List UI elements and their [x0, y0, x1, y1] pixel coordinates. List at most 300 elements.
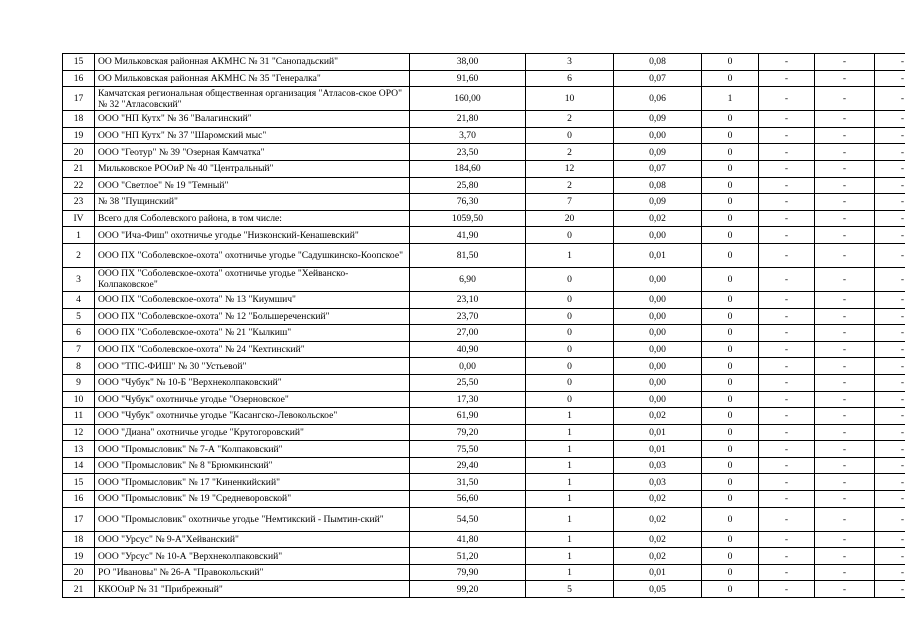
cell-value-3: - — [815, 111, 875, 128]
cell-density: 0,02 — [614, 210, 702, 227]
cell-density: 0,07 — [614, 160, 702, 177]
cell-organization: Всего для Соболевского района, в том числе: — [95, 210, 410, 227]
cell-count: 0 — [526, 127, 614, 144]
cell-organization: ООО "Промысловик" № 7-А "Колпаковский" — [95, 441, 410, 458]
cell-value-4: - — [875, 54, 905, 71]
cell-number: 1 — [63, 227, 95, 244]
cell-number: 13 — [63, 441, 95, 458]
table-row — [63, 291, 905, 308]
cell-value-1: 0 — [702, 144, 759, 161]
cell-area: 1059,50 — [410, 210, 526, 227]
table-row — [63, 457, 905, 474]
cell-value-1: 0 — [702, 267, 759, 291]
cell-value-3: - — [815, 391, 875, 408]
cell-organization: ООО "НП Кутх" № 36 "Валагинский" — [95, 111, 410, 128]
cell-value-4: - — [875, 267, 905, 291]
table-row — [63, 325, 905, 342]
cell-value-2: - — [759, 194, 815, 211]
table-row — [63, 87, 905, 111]
cell-count: 6 — [526, 70, 614, 87]
cell-value-4: - — [875, 111, 905, 128]
cell-value-2: - — [759, 308, 815, 325]
cell-value-3: - — [815, 474, 875, 491]
cell-number: 15 — [63, 54, 95, 71]
cell-value-3: - — [815, 507, 875, 531]
cell-value-3: - — [815, 548, 875, 565]
cell-organization: ООО "Промысловик" охотничье угодье "Немтикский - Пымтин-ский" — [95, 507, 410, 531]
cell-value-4: - — [875, 291, 905, 308]
cell-value-3: - — [815, 144, 875, 161]
cell-value-4: - — [875, 144, 905, 161]
cell-area: 81,50 — [410, 243, 526, 267]
cell-area: 38,00 — [410, 54, 526, 71]
cell-value-4: - — [875, 358, 905, 375]
table-row — [63, 408, 905, 425]
cell-organization: ОО Мильковская районная АКМНС № 35 "Генералка" — [95, 70, 410, 87]
cell-density: 0,00 — [614, 391, 702, 408]
cell-value-1: 0 — [702, 194, 759, 211]
cell-area: 3,70 — [410, 127, 526, 144]
cell-value-2: - — [759, 531, 815, 548]
table-row — [63, 358, 905, 375]
cell-organization: ООО ПХ "Соболевское-охота" № 13 "Киумшич" — [95, 291, 410, 308]
cell-area: 41,90 — [410, 227, 526, 244]
table-row — [63, 210, 905, 227]
cell-density: 0,03 — [614, 474, 702, 491]
cell-value-1: 0 — [702, 531, 759, 548]
cell-count: 0 — [526, 374, 614, 391]
cell-value-2: - — [759, 441, 815, 458]
table-row — [63, 127, 905, 144]
cell-number: 7 — [63, 341, 95, 358]
cell-number: 23 — [63, 194, 95, 211]
cell-value-1: 0 — [702, 341, 759, 358]
cell-density: 0,00 — [614, 374, 702, 391]
cell-value-2: - — [759, 424, 815, 441]
cell-value-2: - — [759, 177, 815, 194]
cell-organization: ООО "НП Кутх" № 37 "Шаромский мыс" — [95, 127, 410, 144]
table-row — [63, 177, 905, 194]
cell-count: 7 — [526, 194, 614, 211]
cell-value-2: - — [759, 70, 815, 87]
cell-value-3: - — [815, 457, 875, 474]
cell-count: 0 — [526, 358, 614, 375]
cell-value-3: - — [815, 54, 875, 71]
table-row — [63, 308, 905, 325]
cell-number: 17 — [63, 87, 95, 111]
cell-value-4: - — [875, 548, 905, 565]
cell-organization: ООО "Промысловик" № 8 "Брюмкинский" — [95, 457, 410, 474]
cell-count: 1 — [526, 457, 614, 474]
cell-value-3: - — [815, 374, 875, 391]
table-row — [63, 441, 905, 458]
cell-value-1: 0 — [702, 474, 759, 491]
cell-value-1: 1 — [702, 87, 759, 111]
cell-value-2: - — [759, 210, 815, 227]
cell-number: 16 — [63, 491, 95, 508]
cell-count: 1 — [526, 408, 614, 425]
cell-number: 15 — [63, 474, 95, 491]
table-row — [63, 491, 905, 508]
cell-organization: ККООиР № 31 "Прибрежный" — [95, 581, 410, 598]
cell-number: 3 — [63, 267, 95, 291]
cell-value-2: - — [759, 391, 815, 408]
cell-value-3: - — [815, 341, 875, 358]
cell-value-4: - — [875, 177, 905, 194]
cell-value-4: - — [875, 424, 905, 441]
cell-density: 0,03 — [614, 457, 702, 474]
cell-organization: ООО ПХ "Соболевское-охота" охотничье угодье "Садушкинско-Коопское" — [95, 243, 410, 267]
cell-count: 1 — [526, 243, 614, 267]
cell-value-2: - — [759, 358, 815, 375]
cell-value-3: - — [815, 308, 875, 325]
cell-value-3: - — [815, 160, 875, 177]
cell-value-2: - — [759, 111, 815, 128]
cell-density: 0,01 — [614, 424, 702, 441]
cell-organization: ООО "Светлое" № 19 "Темный" — [95, 177, 410, 194]
cell-number: 19 — [63, 127, 95, 144]
cell-density: 0,02 — [614, 531, 702, 548]
cell-value-1: 0 — [702, 507, 759, 531]
cell-value-4: - — [875, 160, 905, 177]
cell-density: 0,00 — [614, 308, 702, 325]
table-row — [63, 374, 905, 391]
cell-value-4: - — [875, 87, 905, 111]
cell-organization: ООО "Урсус" № 9-А"Хейванский" — [95, 531, 410, 548]
cell-value-3: - — [815, 127, 875, 144]
cell-organization: ООО ПХ "Соболевское-охота" № 24 "Кехтинский" — [95, 341, 410, 358]
cell-count: 1 — [526, 507, 614, 531]
cell-density: 0,00 — [614, 127, 702, 144]
cell-density: 0,01 — [614, 564, 702, 581]
table-row — [63, 267, 905, 291]
cell-organization: ООО "Ича-Фиш" охотничье угодье "Низконский-Кенашевский" — [95, 227, 410, 244]
cell-value-4: - — [875, 341, 905, 358]
cell-area: 23,70 — [410, 308, 526, 325]
cell-number: 10 — [63, 391, 95, 408]
cell-area: 75,50 — [410, 441, 526, 458]
cell-organization: ОО Мильковская районная АКМНС № 31 "Санопадьский" — [95, 54, 410, 71]
cell-value-4: - — [875, 581, 905, 598]
cell-area: 61,90 — [410, 408, 526, 425]
cell-number: IV — [63, 210, 95, 227]
cell-organization: ООО "Промысловик" № 19 "Средневоровской" — [95, 491, 410, 508]
cell-count: 1 — [526, 564, 614, 581]
cell-organization: ООО ПХ "Соболевское-охота" № 21 "Кылкиш" — [95, 325, 410, 342]
cell-density: 0,08 — [614, 54, 702, 71]
cell-value-2: - — [759, 267, 815, 291]
cell-value-2: - — [759, 325, 815, 342]
cell-count: 0 — [526, 267, 614, 291]
cell-value-4: - — [875, 308, 905, 325]
cell-organization: Мильковское РООиР № 40 "Центральный" — [95, 160, 410, 177]
cell-value-4: - — [875, 491, 905, 508]
cell-density: 0,02 — [614, 408, 702, 425]
cell-number: 2 — [63, 243, 95, 267]
cell-value-4: - — [875, 374, 905, 391]
cell-value-4: - — [875, 507, 905, 531]
table-row — [63, 581, 905, 598]
cell-area: 184,60 — [410, 160, 526, 177]
table-row — [63, 548, 905, 565]
cell-density: 0,09 — [614, 111, 702, 128]
cell-count: 1 — [526, 424, 614, 441]
cell-count: 5 — [526, 581, 614, 598]
table-row — [63, 507, 905, 531]
cell-count: 2 — [526, 111, 614, 128]
cell-organization: ООО "Урсус" № 10-А "Верхнеколпаковский" — [95, 548, 410, 565]
cell-value-1: 0 — [702, 308, 759, 325]
cell-value-3: - — [815, 243, 875, 267]
cell-value-3: - — [815, 581, 875, 598]
cell-number: 18 — [63, 531, 95, 548]
cell-count: 2 — [526, 177, 614, 194]
cell-value-1: 0 — [702, 160, 759, 177]
cell-value-3: - — [815, 227, 875, 244]
table-row — [63, 227, 905, 244]
cell-count: 1 — [526, 441, 614, 458]
cell-density: 0,02 — [614, 548, 702, 565]
cell-value-1: 0 — [702, 374, 759, 391]
cell-organization: ООО "Чубук" № 10-Б "Верхнеколпаковский" — [95, 374, 410, 391]
hunting-grounds-table — [62, 53, 905, 598]
cell-value-2: - — [759, 564, 815, 581]
cell-value-4: - — [875, 441, 905, 458]
cell-number: 16 — [63, 70, 95, 87]
cell-value-2: - — [759, 227, 815, 244]
cell-count: 20 — [526, 210, 614, 227]
cell-area: 76,30 — [410, 194, 526, 211]
cell-area: 29,40 — [410, 457, 526, 474]
cell-value-4: - — [875, 391, 905, 408]
cell-count: 1 — [526, 531, 614, 548]
cell-number: 21 — [63, 581, 95, 598]
table-row — [63, 531, 905, 548]
cell-value-1: 0 — [702, 291, 759, 308]
cell-value-3: - — [815, 424, 875, 441]
cell-area: 40,90 — [410, 341, 526, 358]
cell-value-1: 0 — [702, 581, 759, 598]
cell-value-4: - — [875, 194, 905, 211]
cell-organization: ООО "Чубук" охотничье угодье "Озерновское" — [95, 391, 410, 408]
cell-area: 160,00 — [410, 87, 526, 111]
cell-count: 1 — [526, 548, 614, 565]
cell-value-2: - — [759, 548, 815, 565]
cell-area: 6,90 — [410, 267, 526, 291]
cell-value-2: - — [759, 408, 815, 425]
cell-value-1: 0 — [702, 457, 759, 474]
cell-value-4: - — [875, 564, 905, 581]
cell-number: 8 — [63, 358, 95, 375]
table-row — [63, 341, 905, 358]
cell-value-1: 0 — [702, 227, 759, 244]
cell-value-4: - — [875, 127, 905, 144]
document-page — [62, 53, 905, 598]
cell-value-4: - — [875, 227, 905, 244]
cell-area: 21,80 — [410, 111, 526, 128]
cell-count: 1 — [526, 491, 614, 508]
cell-value-3: - — [815, 291, 875, 308]
cell-organization: РО "Ивановы" № 26-А "Правокольский" — [95, 564, 410, 581]
table-row — [63, 391, 905, 408]
cell-organization: ООО "Геотур" № 39 "Озерная Камчатка" — [95, 144, 410, 161]
cell-number: 5 — [63, 308, 95, 325]
cell-density: 0,00 — [614, 291, 702, 308]
table-row — [63, 144, 905, 161]
cell-organization: ООО "Чубук" охотничье угодье "Касангско-Левокольское" — [95, 408, 410, 425]
cell-value-3: - — [815, 531, 875, 548]
table-row — [63, 194, 905, 211]
cell-value-4: - — [875, 408, 905, 425]
cell-density: 0,09 — [614, 194, 702, 211]
cell-value-1: 0 — [702, 424, 759, 441]
cell-number: 20 — [63, 564, 95, 581]
cell-value-1: 0 — [702, 391, 759, 408]
cell-area: 79,20 — [410, 424, 526, 441]
table-body — [63, 54, 905, 598]
table-row — [63, 564, 905, 581]
cell-area: 31,50 — [410, 474, 526, 491]
cell-area: 27,00 — [410, 325, 526, 342]
cell-value-3: - — [815, 210, 875, 227]
cell-value-2: - — [759, 144, 815, 161]
cell-value-4: - — [875, 210, 905, 227]
cell-count: 0 — [526, 325, 614, 342]
cell-density: 0,01 — [614, 441, 702, 458]
cell-value-2: - — [759, 374, 815, 391]
cell-value-4: - — [875, 457, 905, 474]
cell-density: 0,05 — [614, 581, 702, 598]
cell-count: 0 — [526, 227, 614, 244]
cell-density: 0,09 — [614, 144, 702, 161]
cell-count: 0 — [526, 391, 614, 408]
cell-density: 0,02 — [614, 507, 702, 531]
cell-value-1: 0 — [702, 70, 759, 87]
table-row — [63, 474, 905, 491]
cell-organization: ООО ПХ "Соболевское-охота" охотничье угодье "Хейванско-Колпаковское" — [95, 267, 410, 291]
cell-area: 25,80 — [410, 177, 526, 194]
cell-value-1: 0 — [702, 358, 759, 375]
cell-organization: ООО "ТПС-ФИШ" № 30 "Устьевой" — [95, 358, 410, 375]
cell-organization: ООО ПХ "Соболевское-охота" № 12 "Большереченский" — [95, 308, 410, 325]
cell-area: 25,50 — [410, 374, 526, 391]
cell-density: 0,00 — [614, 267, 702, 291]
cell-area: 17,30 — [410, 391, 526, 408]
cell-area: 23,10 — [410, 291, 526, 308]
cell-number: 20 — [63, 144, 95, 161]
cell-value-3: - — [815, 177, 875, 194]
cell-number: 22 — [63, 177, 95, 194]
cell-value-3: - — [815, 441, 875, 458]
cell-value-3: - — [815, 194, 875, 211]
cell-value-2: - — [759, 507, 815, 531]
cell-density: 0,07 — [614, 70, 702, 87]
cell-number: 21 — [63, 160, 95, 177]
cell-area: 79,90 — [410, 564, 526, 581]
cell-number: 9 — [63, 374, 95, 391]
cell-value-4: - — [875, 531, 905, 548]
cell-area: 54,50 — [410, 507, 526, 531]
cell-value-1: 0 — [702, 243, 759, 267]
cell-number: 14 — [63, 457, 95, 474]
cell-area: 51,20 — [410, 548, 526, 565]
cell-value-1: 0 — [702, 325, 759, 342]
cell-density: 0,00 — [614, 358, 702, 375]
table-row — [63, 243, 905, 267]
cell-value-2: - — [759, 87, 815, 111]
cell-value-1: 0 — [702, 564, 759, 581]
cell-value-2: - — [759, 457, 815, 474]
cell-area: 91,60 — [410, 70, 526, 87]
cell-value-2: - — [759, 341, 815, 358]
cell-number: 18 — [63, 111, 95, 128]
cell-count: 0 — [526, 291, 614, 308]
cell-density: 0,06 — [614, 87, 702, 111]
cell-value-1: 0 — [702, 111, 759, 128]
cell-density: 0,02 — [614, 491, 702, 508]
cell-area: 99,20 — [410, 581, 526, 598]
cell-value-3: - — [815, 408, 875, 425]
cell-value-3: - — [815, 358, 875, 375]
cell-area: 56,60 — [410, 491, 526, 508]
cell-value-1: 0 — [702, 177, 759, 194]
cell-value-4: - — [875, 325, 905, 342]
cell-organization: ООО "Промысловик" № 17 "Киненкийский" — [95, 474, 410, 491]
table-row — [63, 111, 905, 128]
cell-organization: Камчатская региональная общественная организация "Атласов-ское ОРО" № 32 "Атласовский" — [95, 87, 410, 111]
table-row — [63, 160, 905, 177]
cell-number: 12 — [63, 424, 95, 441]
cell-value-1: 0 — [702, 127, 759, 144]
cell-value-4: - — [875, 243, 905, 267]
cell-count: 0 — [526, 308, 614, 325]
cell-value-1: 0 — [702, 210, 759, 227]
cell-count: 3 — [526, 54, 614, 71]
cell-count: 12 — [526, 160, 614, 177]
cell-number: 11 — [63, 408, 95, 425]
cell-density: 0,00 — [614, 227, 702, 244]
cell-value-2: - — [759, 243, 815, 267]
cell-density: 0,01 — [614, 243, 702, 267]
cell-value-3: - — [815, 70, 875, 87]
cell-value-2: - — [759, 54, 815, 71]
cell-value-4: - — [875, 474, 905, 491]
cell-value-3: - — [815, 491, 875, 508]
cell-area: 0,00 — [410, 358, 526, 375]
cell-value-2: - — [759, 491, 815, 508]
cell-value-2: - — [759, 474, 815, 491]
cell-number: 19 — [63, 548, 95, 565]
table-row — [63, 54, 905, 71]
cell-value-1: 0 — [702, 441, 759, 458]
cell-value-4: - — [875, 70, 905, 87]
cell-density: 0,00 — [614, 341, 702, 358]
table-row — [63, 424, 905, 441]
cell-count: 0 — [526, 341, 614, 358]
cell-number: 17 — [63, 507, 95, 531]
cell-value-3: - — [815, 267, 875, 291]
cell-count: 2 — [526, 144, 614, 161]
cell-number: 6 — [63, 325, 95, 342]
cell-value-1: 0 — [702, 548, 759, 565]
cell-value-3: - — [815, 87, 875, 111]
cell-value-2: - — [759, 291, 815, 308]
cell-value-2: - — [759, 581, 815, 598]
cell-organization: № 38 "Пущинский" — [95, 194, 410, 211]
cell-value-1: 0 — [702, 408, 759, 425]
cell-count: 1 — [526, 474, 614, 491]
cell-value-2: - — [759, 160, 815, 177]
